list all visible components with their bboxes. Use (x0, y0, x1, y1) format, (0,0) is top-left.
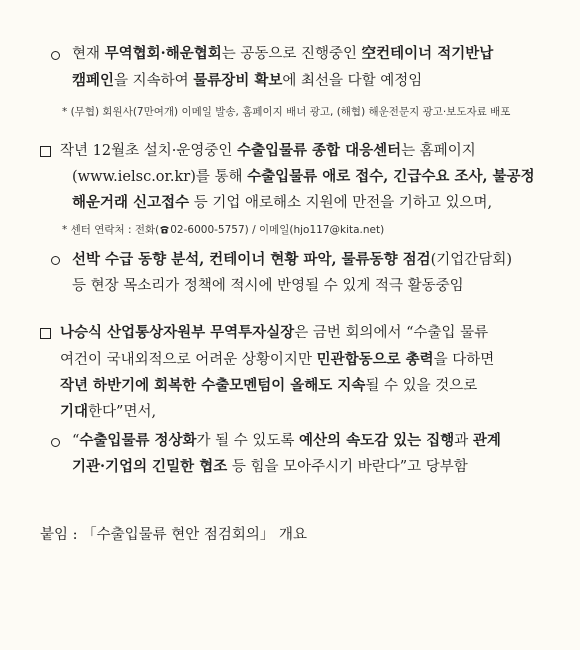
p3-line1: 선박 수급 동향 분석, 컨테이너 현황 파악, 물류동향 점검(기업간담회) (72, 251, 512, 268)
square-bullet-icon (40, 146, 51, 157)
p2-line1: 작년 12월초 설치·운영중인 수출입물류 종합 대응센터는 홈페이지 (60, 142, 476, 159)
circle-bullet-icon (51, 438, 60, 447)
telephone-icon (159, 225, 170, 234)
p3-line2: 등 현장 목소리가 정책에 적시에 반영될 수 있게 적극 활동중임 (72, 278, 464, 294)
p5-line2: 기관·기업의 긴밀한 협조 등 힘을 모아주시기 바란다”고 당부함 (72, 458, 468, 475)
p1-footnote: * (무협) 회원사(7만여개) 이메일 발송, 홈페이지 배너 광고, (해협) 해운전문지 광고·보도자료 배포 (62, 106, 511, 118)
p2-footnote: * 센터 연락처 : 전화( 02-6000-5757) / 이메일(hjo117@kita.net) (62, 224, 385, 236)
p5-line1: “수출입물류 정상화가 될 수 있도록 예산의 속도감 있는 집행과 관계 (72, 432, 501, 449)
p2-line2: (www.ielsc.or.kr)를 통해 수출입물류 애로 접수, 긴급수요 조사, 불공정 (72, 168, 535, 185)
p2-line3: 해운거래 신고접수 등 기업 애로해소 지원에 만전을 기하고 있으며, (72, 194, 493, 211)
p4-line2: 여건이 국내외적으로 어려운 상황이지만 민관합동으로 총력을 다하면 (60, 351, 495, 368)
p1-line1: 현재 무역협회·해운협회는 공동으로 진행중인 空컨테이너 적기반납 (72, 45, 494, 62)
square-bullet-icon (40, 328, 51, 339)
p1-line2: 캠페인을 지속하여 물류장비 확보에 최선을 다할 예정임 (72, 72, 423, 89)
circle-bullet-icon (51, 51, 60, 60)
attachment-line: 붙임 : 「수출입물류 현안 점검회의」 개요 (40, 527, 308, 543)
p4-line1: 나승식 산업통상자원부 무역투자실장은 금번 회의에서 “수출입 물류 (60, 324, 489, 341)
circle-bullet-icon (51, 256, 60, 265)
p4-line4: 기대한다”면서, (60, 403, 157, 420)
p4-line3: 작년 하반기에 회복한 수출모멘텀이 올해도 지속될 수 있을 것으로 (60, 377, 478, 394)
